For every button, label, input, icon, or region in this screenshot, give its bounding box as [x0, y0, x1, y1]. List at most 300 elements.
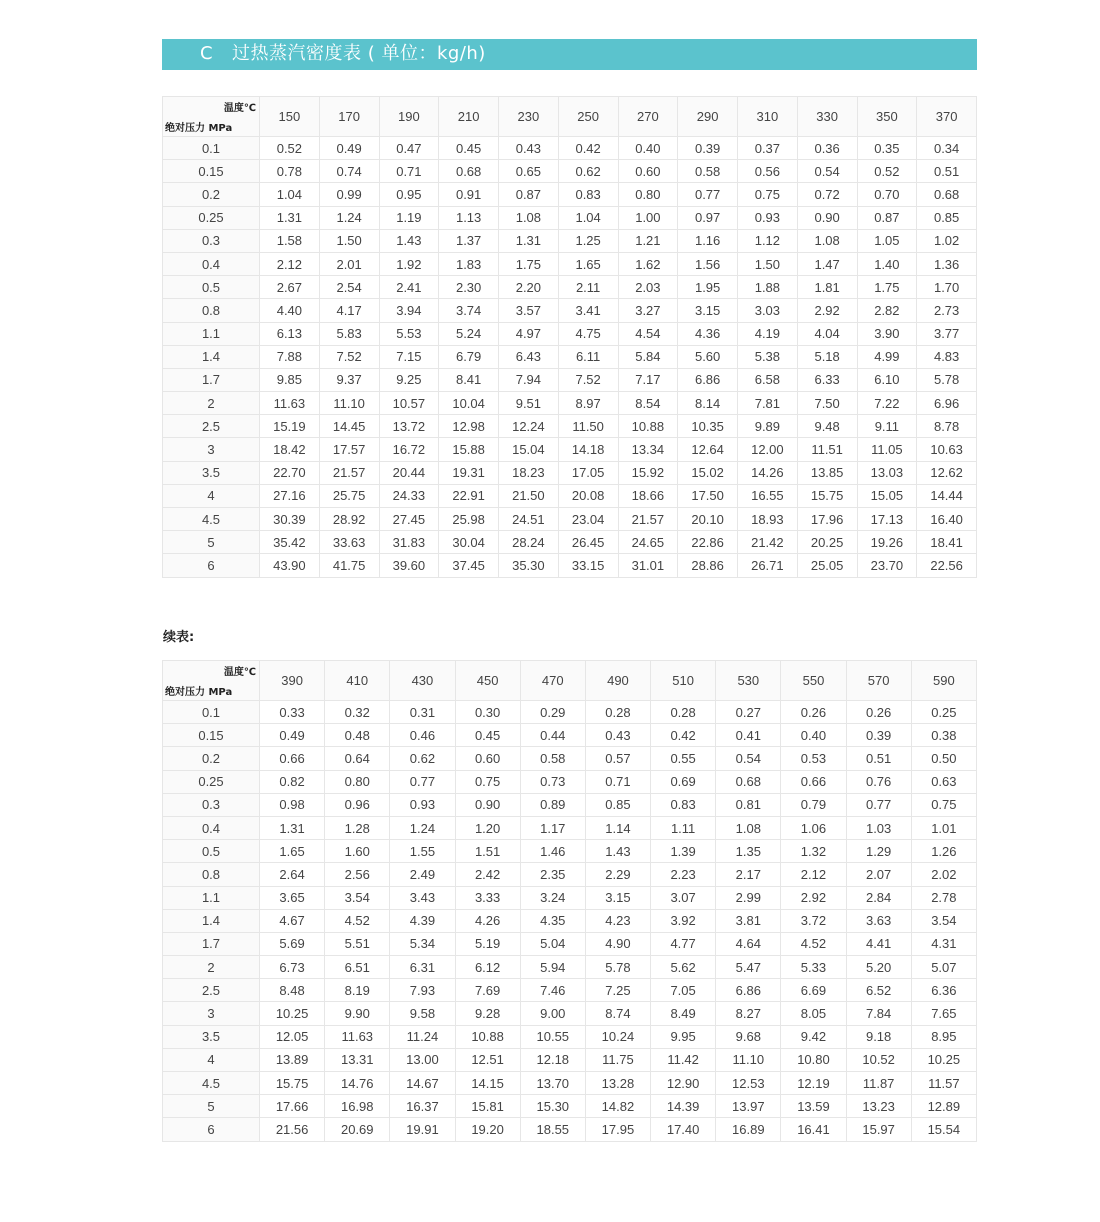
density-cell: 4.19	[738, 322, 798, 345]
density-cell: 5.94	[520, 956, 585, 979]
density-cell: 4.54	[618, 322, 678, 345]
density-cell: 7.50	[797, 392, 857, 415]
density-cell: 19.91	[390, 1118, 455, 1141]
density-cell: 13.70	[520, 1072, 585, 1095]
density-cell: 3.41	[558, 299, 618, 322]
temperature-header: 210	[439, 97, 499, 137]
density-cell: 2.01	[319, 252, 379, 275]
pressure-cell: 2.5	[163, 979, 260, 1002]
density-cell: 5.84	[618, 345, 678, 368]
density-cell: 7.81	[738, 392, 798, 415]
density-cell: 0.68	[917, 183, 977, 206]
density-cell: 0.81	[716, 793, 781, 816]
temperature-header: 450	[455, 661, 520, 701]
density-cell: 7.65	[911, 1002, 976, 1025]
density-cell: 0.68	[716, 770, 781, 793]
table-row	[163, 484, 977, 507]
density-cell: 4.64	[716, 932, 781, 955]
temperature-header: 290	[678, 97, 738, 137]
density-cell: 5.53	[379, 322, 439, 345]
temperature-header: 490	[585, 661, 650, 701]
density-cell: 0.54	[716, 747, 781, 770]
table-row	[163, 793, 977, 816]
density-cell: 35.42	[260, 531, 320, 554]
density-cell: 0.73	[520, 770, 585, 793]
density-cell: 1.08	[797, 229, 857, 252]
pressure-cell: 3.5	[163, 1025, 260, 1048]
density-cell: 3.94	[379, 299, 439, 322]
density-cell: 7.94	[499, 368, 559, 391]
density-cell: 4.67	[260, 909, 325, 932]
density-cell: 1.12	[738, 229, 798, 252]
density-cell: 11.87	[846, 1072, 911, 1095]
density-cell: 1.70	[917, 276, 977, 299]
density-cell: 6.69	[781, 979, 846, 1002]
density-cell: 0.27	[716, 701, 781, 724]
density-cell: 2.29	[585, 863, 650, 886]
density-cell: 0.80	[618, 183, 678, 206]
density-cell: 2.20	[499, 276, 559, 299]
density-cell: 27.45	[379, 508, 439, 531]
density-cell: 17.40	[651, 1118, 716, 1141]
density-cell: 5.47	[716, 956, 781, 979]
table-row	[163, 299, 977, 322]
table-row	[163, 886, 977, 909]
density-cell: 6.86	[678, 368, 738, 391]
density-cell: 1.24	[390, 816, 455, 839]
density-cell: 0.76	[846, 770, 911, 793]
density-cell: 9.51	[499, 392, 559, 415]
density-cell: 14.26	[738, 461, 798, 484]
density-cell: 15.54	[911, 1118, 976, 1141]
pressure-cell: 6	[163, 554, 260, 577]
pressure-axis-label: 绝对压力 MPa	[165, 687, 233, 698]
density-cell: 16.72	[379, 438, 439, 461]
density-cell: 4.97	[499, 322, 559, 345]
density-cell: 17.95	[585, 1118, 650, 1141]
table-row	[163, 1025, 977, 1048]
density-cell: 21.57	[319, 461, 379, 484]
density-cell: 0.45	[455, 724, 520, 747]
density-cell: 0.43	[585, 724, 650, 747]
density-cell: 0.68	[439, 160, 499, 183]
density-cell: 0.58	[520, 747, 585, 770]
density-cell: 0.91	[439, 183, 499, 206]
density-cell: 0.33	[260, 701, 325, 724]
density-cell: 15.19	[260, 415, 320, 438]
continuation-label: 续表:	[163, 630, 195, 645]
density-cell: 3.43	[390, 886, 455, 909]
density-cell: 0.72	[797, 183, 857, 206]
density-cell: 0.41	[716, 724, 781, 747]
density-cell: 10.57	[379, 392, 439, 415]
density-cell: 1.04	[260, 183, 320, 206]
density-cell: 1.58	[260, 229, 320, 252]
density-cell: 5.07	[911, 956, 976, 979]
density-cell: 20.10	[678, 508, 738, 531]
density-cell: 0.45	[439, 137, 499, 160]
density-cell: 14.45	[319, 415, 379, 438]
temperature-header: 190	[379, 97, 439, 137]
density-cell: 1.65	[558, 252, 618, 275]
density-cell: 11.10	[319, 392, 379, 415]
table-row	[163, 508, 977, 531]
section-title: 过热蒸汽密度表 ( 单位：kg/h)	[232, 43, 486, 64]
density-cell: 0.77	[390, 770, 455, 793]
density-cell: 0.87	[857, 206, 917, 229]
density-cell: 0.69	[651, 770, 716, 793]
density-cell: 7.52	[319, 345, 379, 368]
density-cell: 1.13	[439, 206, 499, 229]
table-row	[163, 415, 977, 438]
density-cell: 33.15	[558, 554, 618, 577]
density-cell: 4.83	[917, 345, 977, 368]
table-row	[163, 1118, 977, 1141]
density-cell: 1.37	[439, 229, 499, 252]
density-cell: 0.49	[260, 724, 325, 747]
section-letter: C	[200, 43, 213, 64]
density-cell: 24.51	[499, 508, 559, 531]
table-row	[163, 345, 977, 368]
density-cell: 9.58	[390, 1002, 455, 1025]
pressure-cell: 4	[163, 1048, 260, 1071]
density-cell: 7.17	[618, 368, 678, 391]
density-cell: 0.53	[781, 747, 846, 770]
density-cell: 0.66	[781, 770, 846, 793]
density-cell: 0.31	[390, 701, 455, 724]
density-cell: 4.41	[846, 932, 911, 955]
density-cell: 6.52	[846, 979, 911, 1002]
density-cell: 9.28	[455, 1002, 520, 1025]
density-cell: 23.70	[857, 554, 917, 577]
density-cell: 13.72	[379, 415, 439, 438]
temperature-header: 270	[618, 97, 678, 137]
density-cell: 0.85	[917, 206, 977, 229]
density-cell: 1.02	[917, 229, 977, 252]
density-cell: 12.89	[911, 1095, 976, 1118]
table-row	[163, 979, 977, 1002]
temperature-header: 230	[499, 97, 559, 137]
density-cell: 0.54	[797, 160, 857, 183]
density-cell: 12.19	[781, 1072, 846, 1095]
density-cell: 17.50	[678, 484, 738, 507]
density-cell: 2.12	[781, 863, 846, 886]
density-cell: 1.11	[651, 816, 716, 839]
density-cell: 0.52	[260, 137, 320, 160]
density-cell: 13.00	[390, 1048, 455, 1071]
table-row	[163, 770, 977, 793]
density-cell: 1.25	[558, 229, 618, 252]
density-cell: 0.66	[260, 747, 325, 770]
density-cell: 7.84	[846, 1002, 911, 1025]
pressure-cell: 0.3	[163, 229, 260, 252]
header-row	[163, 661, 977, 701]
density-cell: 1.31	[499, 229, 559, 252]
density-cell: 19.26	[857, 531, 917, 554]
density-cell: 8.78	[917, 415, 977, 438]
density-cell: 5.83	[319, 322, 379, 345]
temperature-header: 530	[716, 661, 781, 701]
density-cell: 0.46	[390, 724, 455, 747]
density-cell: 8.54	[618, 392, 678, 415]
density-cell: 1.36	[917, 252, 977, 275]
density-cell: 3.24	[520, 886, 585, 909]
density-cell: 24.33	[379, 484, 439, 507]
table-row	[163, 701, 977, 724]
density-cell: 8.95	[911, 1025, 976, 1048]
density-cell: 1.31	[260, 816, 325, 839]
density-cell: 15.05	[857, 484, 917, 507]
density-cell: 3.65	[260, 886, 325, 909]
table-row	[163, 1095, 977, 1118]
table-row	[163, 554, 977, 577]
density-cell: 1.83	[439, 252, 499, 275]
density-cell: 7.69	[455, 979, 520, 1002]
density-cell: 10.55	[520, 1025, 585, 1048]
density-cell: 10.52	[846, 1048, 911, 1071]
pressure-cell: 0.15	[163, 724, 260, 747]
density-cell: 5.04	[520, 932, 585, 955]
density-cell: 0.42	[651, 724, 716, 747]
density-cell: 0.79	[781, 793, 846, 816]
density-cell: 1.50	[319, 229, 379, 252]
density-cell: 9.37	[319, 368, 379, 391]
density-cell: 20.44	[379, 461, 439, 484]
density-cell: 14.39	[651, 1095, 716, 1118]
density-cell: 5.51	[325, 932, 390, 955]
density-cell: 39.60	[379, 554, 439, 577]
density-cell: 0.38	[911, 724, 976, 747]
density-cell: 2.67	[260, 276, 320, 299]
pressure-cell: 0.15	[163, 160, 260, 183]
density-cell: 3.81	[716, 909, 781, 932]
density-cell: 1.31	[260, 206, 320, 229]
density-cell: 1.29	[846, 840, 911, 863]
density-cell: 10.04	[439, 392, 499, 415]
density-cell: 14.67	[390, 1072, 455, 1095]
section-title-bar	[162, 39, 977, 70]
density-cell: 1.95	[678, 276, 738, 299]
density-cell: 0.60	[618, 160, 678, 183]
density-cell: 6.31	[390, 956, 455, 979]
density-cell: 2.92	[781, 886, 846, 909]
density-cell: 31.83	[379, 531, 439, 554]
density-cell: 6.33	[797, 368, 857, 391]
density-cell: 22.70	[260, 461, 320, 484]
density-cell: 0.70	[857, 183, 917, 206]
density-cell: 3.15	[678, 299, 738, 322]
density-cell: 0.55	[651, 747, 716, 770]
density-cell: 1.24	[319, 206, 379, 229]
density-cell: 5.19	[455, 932, 520, 955]
density-cell: 0.85	[585, 793, 650, 816]
density-cell: 0.71	[585, 770, 650, 793]
density-cell: 16.89	[716, 1118, 781, 1141]
density-cell: 4.23	[585, 909, 650, 932]
density-cell: 8.41	[439, 368, 499, 391]
density-cell: 3.15	[585, 886, 650, 909]
density-cell: 18.93	[738, 508, 798, 531]
density-cell: 6.51	[325, 956, 390, 979]
density-cell: 0.63	[911, 770, 976, 793]
density-cell: 5.78	[917, 368, 977, 391]
density-cell: 11.51	[797, 438, 857, 461]
density-cell: 6.58	[738, 368, 798, 391]
density-cell: 0.30	[455, 701, 520, 724]
pressure-cell: 1.1	[163, 322, 260, 345]
temperature-header: 330	[797, 97, 857, 137]
pressure-cell: 0.4	[163, 816, 260, 839]
density-cell: 13.23	[846, 1095, 911, 1118]
density-cell: 26.71	[738, 554, 798, 577]
table-row	[163, 863, 977, 886]
density-cell: 0.60	[455, 747, 520, 770]
pressure-cell: 0.8	[163, 299, 260, 322]
table-row	[163, 183, 977, 206]
density-cell: 0.93	[390, 793, 455, 816]
density-cell: 9.68	[716, 1025, 781, 1048]
pressure-cell: 5	[163, 1095, 260, 1118]
density-cell: 5.34	[390, 932, 455, 955]
table-row	[163, 724, 977, 747]
pressure-cell: 0.5	[163, 840, 260, 863]
density-cell: 1.51	[455, 840, 520, 863]
table-row	[163, 322, 977, 345]
density-cell: 1.40	[857, 252, 917, 275]
density-cell: 10.80	[781, 1048, 846, 1071]
density-cell: 1.08	[716, 816, 781, 839]
density-cell: 0.40	[781, 724, 846, 747]
density-cell: 18.42	[260, 438, 320, 461]
density-cell: 6.10	[857, 368, 917, 391]
pressure-cell: 5	[163, 531, 260, 554]
density-cell: 3.74	[439, 299, 499, 322]
density-cell: 1.00	[618, 206, 678, 229]
density-cell: 11.50	[558, 415, 618, 438]
density-cell: 2.23	[651, 863, 716, 886]
density-cell: 4.04	[797, 322, 857, 345]
density-cell: 3.72	[781, 909, 846, 932]
density-cell: 0.34	[917, 137, 977, 160]
density-cell: 6.73	[260, 956, 325, 979]
table-row	[163, 956, 977, 979]
density-cell: 22.91	[439, 484, 499, 507]
density-cell: 0.57	[585, 747, 650, 770]
density-cell: 12.51	[455, 1048, 520, 1071]
table-row	[163, 909, 977, 932]
density-cell: 15.88	[439, 438, 499, 461]
pressure-cell: 0.4	[163, 252, 260, 275]
density-cell: 22.86	[678, 531, 738, 554]
steam-density-table-1	[162, 96, 977, 578]
density-cell: 2.78	[911, 886, 976, 909]
temperature-header: 550	[781, 661, 846, 701]
density-cell: 37.45	[439, 554, 499, 577]
density-cell: 20.08	[558, 484, 618, 507]
density-cell: 10.88	[618, 415, 678, 438]
density-cell: 11.57	[911, 1072, 976, 1095]
pressure-cell: 0.2	[163, 747, 260, 770]
density-cell: 3.63	[846, 909, 911, 932]
density-cell: 27.16	[260, 484, 320, 507]
density-cell: 17.13	[857, 508, 917, 531]
density-cell: 0.75	[738, 183, 798, 206]
density-cell: 15.75	[797, 484, 857, 507]
density-cell: 0.80	[325, 770, 390, 793]
density-cell: 4.77	[651, 932, 716, 955]
density-cell: 3.54	[911, 909, 976, 932]
temperature-header: 370	[917, 97, 977, 137]
density-cell: 14.18	[558, 438, 618, 461]
density-cell: 4.17	[319, 299, 379, 322]
pressure-cell: 1.1	[163, 886, 260, 909]
density-cell: 0.50	[911, 747, 976, 770]
density-cell: 0.83	[558, 183, 618, 206]
density-cell: 1.55	[390, 840, 455, 863]
density-cell: 2.12	[260, 252, 320, 275]
density-cell: 13.85	[797, 461, 857, 484]
table-row	[163, 206, 977, 229]
density-cell: 13.31	[325, 1048, 390, 1071]
density-cell: 1.05	[857, 229, 917, 252]
table-row	[163, 438, 977, 461]
density-cell: 11.10	[716, 1048, 781, 1071]
density-cell: 0.40	[618, 137, 678, 160]
table-row	[163, 747, 977, 770]
density-cell: 1.32	[781, 840, 846, 863]
header-row	[163, 97, 977, 137]
density-cell: 9.11	[857, 415, 917, 438]
density-cell: 17.66	[260, 1095, 325, 1118]
density-cell: 1.08	[499, 206, 559, 229]
density-cell: 12.24	[499, 415, 559, 438]
density-cell: 1.01	[911, 816, 976, 839]
density-cell: 0.82	[260, 770, 325, 793]
density-cell: 12.18	[520, 1048, 585, 1071]
pressure-cell: 4.5	[163, 1072, 260, 1095]
density-cell: 1.28	[325, 816, 390, 839]
density-cell: 0.39	[846, 724, 911, 747]
density-cell: 2.49	[390, 863, 455, 886]
density-cell: 15.92	[618, 461, 678, 484]
density-cell: 1.06	[781, 816, 846, 839]
pressure-cell: 4.5	[163, 508, 260, 531]
density-cell: 31.01	[618, 554, 678, 577]
pressure-cell: 0.25	[163, 770, 260, 793]
density-cell: 0.89	[520, 793, 585, 816]
pressure-cell: 1.4	[163, 909, 260, 932]
density-cell: 4.26	[455, 909, 520, 932]
table-row	[163, 160, 977, 183]
density-cell: 35.30	[499, 554, 559, 577]
density-cell: 25.98	[439, 508, 499, 531]
pressure-cell: 2	[163, 392, 260, 415]
density-cell: 0.51	[846, 747, 911, 770]
density-cell: 1.16	[678, 229, 738, 252]
density-cell: 28.24	[499, 531, 559, 554]
pressure-cell: 0.2	[163, 183, 260, 206]
density-cell: 0.52	[857, 160, 917, 183]
density-cell: 14.44	[917, 484, 977, 507]
density-cell: 16.55	[738, 484, 798, 507]
table-row	[163, 137, 977, 160]
density-cell: 4.31	[911, 932, 976, 955]
density-cell: 10.25	[911, 1048, 976, 1071]
density-cell: 2.92	[797, 299, 857, 322]
density-cell: 0.90	[455, 793, 520, 816]
density-cell: 1.39	[651, 840, 716, 863]
pressure-cell: 0.25	[163, 206, 260, 229]
